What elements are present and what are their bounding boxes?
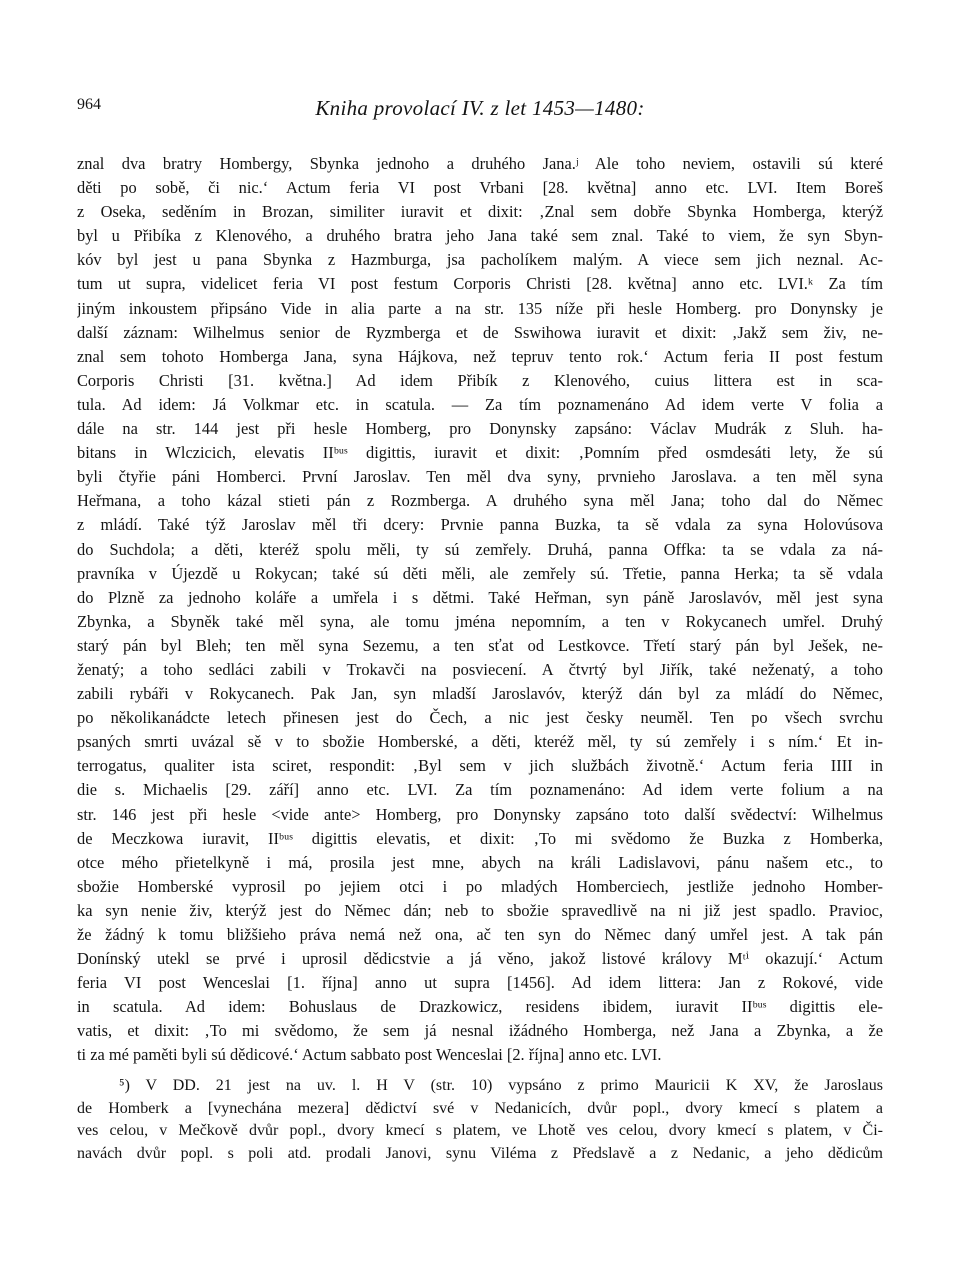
text-line: otce mého přietelkyně i má, prosila jest mne, abych na králi Ladislavovi, pánu našem etc., to [77,852,883,872]
footnote-line: ⁵) V DD. 21 jest na uv. l. H V (str. 10) vypsáno z primo Mauricii K XV, že Jaroslaus [119,1077,883,1094]
text-line: Corporis Christi [31. května.] Ad idem Přibík z Klenového, cuius littera est in sca- [77,370,883,390]
text-line: Donínský utekl se prvé i uprosil dědicstvie a já věno, jakož listové královy Mᵗⁱ okazují.‘ Actum [77,949,883,969]
text-line: vatis, et dixit: ‚To mi svědomo, že sem já nesnal ižádného Homberga, než Jana a Zbynka, a že [77,1021,883,1041]
text-line: po několikanádcte letech přinesen jest do Čech, a nic jest česky neuměl. Ten po všech svrchu [77,708,883,728]
text-line: terrogatus, qualiter ista sciret, respondit: ‚Byl sem v jich službách životně.‘ Actum feria IIII in [77,756,883,776]
text-line: že žádný k tomu bližšieho práva nemá než ona, ač ten syn do Němec daný umřel jest. A tak pán [77,925,883,944]
text-line: die s. Michaelis [29. září] anno etc. LVI. Za tím poznamenáno: Ad idem verte folium a na [77,780,883,800]
text-line: další záznam: Wilhelmus senior de Ryzmberga et de Sswihowa iuravit et dixit: ‚Jakž sem živ, ne- [77,322,883,342]
text-line: ti za mé paměti byli sú dědicové.‘ Actum sabbato post Wenceslai [2. října] anno etc. LVI. [77,1045,662,1065]
text-line: zabili rybáři v Rokycanech. Pak Jan, syn mladší Jaroslavóv, kterýž dán byl za mládí do Němec, [77,684,883,704]
footnote [77,1075,883,1165]
text-line: z mládí. Také týž Jaroslav měl tři dcery: Prvnie panna Buzka, ta sě vdala za syna Holovúsova [77,515,883,535]
page-header [77,96,883,126]
text-line: sbožie Homberské vyprosil po jejiem otci i po mladých Homberciech, jestliže jednoho Homber- [77,876,883,896]
text-line: kóv byl jest u pana Sbynka z Hazmburga, jsa pacholíkem malým. A viece sem jich neznal. Ac- [77,250,883,270]
text-line: znal dva bratry Hombergy, Sbynka jednoho a druhého Jana.ʲ Ale toho neviem, ostavili sú které [77,154,883,173]
footnote-line: navách dvůr popl. s poli atd. prodali Janovi, synu Viléma z Předslavě a z Nedanic, a jeho dědicům [77,1144,883,1162]
text-line: znal sem tohoto Homberga Jana, syna Hájkova, než tepruv tento rok.‘ Actum feria II post festum [77,346,883,366]
text-line: do Plzně za jednoho koláře a umřela i s dětmi. Také Heřman, syn páně Jaroslavóv, měl jest syna [77,587,883,607]
text-line: ženatý; a toho sedláci zabili v Trokavči na posviecení. A čtvrtý byl Jiřík, také neženatý, a toho [77,659,883,679]
footnote-line: de Homberk a [vynechána mezera] dědictví své v Nedanicích, dvůr popl., dvory kmecí s platem a [77,1099,883,1117]
text-line: psaných smrti uvázal sě v to sbožie Homberské, a děti, kteréž měl, ty sú zemřely i s ním.‘ Et in- [77,732,883,752]
page-number: 964 [77,96,101,113]
text-line: tum ut supra, videlicet feria VI post festum Corporis Christi [28. května] anno etc. LVI.ᵏ Za tím [77,274,883,294]
text-line: do Suchdola; a děti, kteréž spolu měli, ty sú zemřely. Druhá, panna Offka: ta se vdala za ná- [77,539,883,559]
text-line: feria VI post Wenceslai [1. října] anno ut supra [1456]. Ad idem littera: Jan z Rokové, vide [77,973,883,993]
text-line: dále na str. 144 jest při hesle Homberg, pro Donynsky zapsáno: Václav Mudrák z Sluh. ha- [77,419,883,439]
running-title: Kniha provolací IV. z let 1453—1480: [315,96,645,120]
text-line: in scatula. Ad idem: Bohuslaus de Drazkowicz, residens ibidem, iuravit IIᵇᵘˢ digittis ele- [77,997,883,1017]
text-line: z Oseka, seděním in Brozan, similiter iuravit et dixit: ‚Znal sem dobře Sbynka Homberga, kterýž [77,202,883,222]
text-line: byli čtyřie páni Homberci. První Jaroslav. Ten měl dva syny, prvnieho Jaroslava. a ten měl syna [77,467,883,487]
text-line: de Meczkowa iuravit, IIᵇᵘˢ digittis elevatis, et dixit: ‚To mi svědomo že Buzka z Homberka, [77,828,883,848]
text-line: byl u Přibíka z Klenového, a druhého bratra jeho Jana také sem znal. Také to viem, že syn Sbyn- [77,226,883,246]
text-line: tula. Ad idem: Já Volkmar etc. in scatula. — Za tím poznamenáno Ad idem verte V folia a [77,394,883,414]
footnote-line: ves celou, v Mečkově dvůr popl., dvory kmecí s platem, ve Lhotě ves celou, dvory kmecí s platem, v Či- [77,1122,883,1140]
text-line: ka syn nenie živ, kterýž jest do Němec dán; neb to sbožie spravedlivě na ni již jest spadlo. Pravioc, [77,900,883,920]
text-line: Zbynka, a Sbyněk také měl syna, ale tomu jména nepomním, a ten v Rokycanech umřel. Druhý [77,611,883,631]
text-line: bitans in Wlczicich, elevatis IIᵇᵘˢ digittis, iuravit et dixit: ‚Pomním před osmdesáti lety, že sú [77,443,883,463]
text-line: starý pán byl Bleh; ten měl syna Sezemu, a ten sťat od Lestkovce. Třetí starý pán byl Ješek, ne- [77,635,883,655]
body-text [77,152,883,1068]
text-line: str. 146 jest při hesle <vide ante> Homberg, pro Donynsky zapsáno toto další svědectví: Wilhelmus [77,804,883,824]
text-line: jiným inkoustem připsáno Vide in alia parte a na str. 135 níže při hesle Homberg. pro Donynsky je [77,298,883,318]
text-line: Heřmana, a toho kázal stieti pán z Rozmberga. A druhého syna měl Jana; toho dal do Němec [77,491,883,511]
text-line: děti po sobě, či nic.‘ Actum feria VI post Vrbani [28. května] anno etc. LVI. Item Boreš [77,178,883,198]
text-line: pravníka v Újezdě u Rokycan; také sú děti měli, ale zemřely sú. Třetie, panna Herka; ta sě vdala [77,563,883,583]
